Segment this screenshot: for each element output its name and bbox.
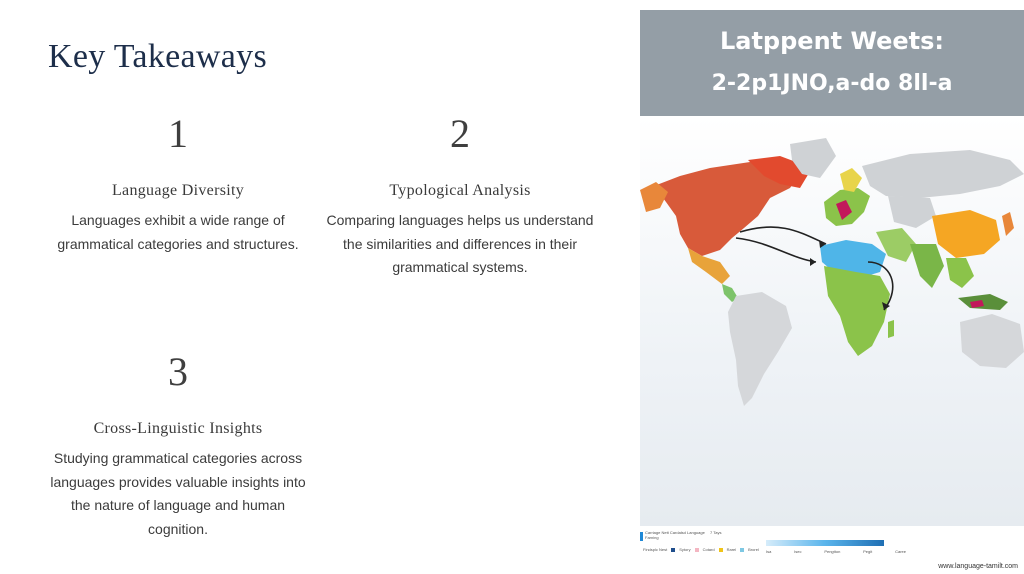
takeaway-heading: Language Diversity — [111, 182, 245, 199]
legend-scale-label: Isa — [766, 549, 772, 554]
map-region-central-asia — [888, 196, 936, 228]
map-legend — [640, 526, 1024, 574]
legend-scale-label: Pegit — [863, 549, 873, 554]
map-arrow — [736, 238, 816, 262]
legend-row — [643, 547, 759, 552]
takeaway-text: Comparing languages helps us understand the similarities and differences in their grammatical systems. — [326, 212, 594, 275]
map-region-madagascar — [888, 320, 894, 338]
legend-accent-bar — [640, 532, 643, 541]
legend-label: 7 Tays — [710, 530, 722, 535]
legend-swatch — [695, 548, 699, 552]
map-banner — [640, 10, 1024, 116]
map-arrow-head — [810, 258, 816, 266]
takeaway-2 — [325, 110, 595, 280]
takeaway-heading: Typological Analysis — [389, 182, 531, 199]
map-region-australia — [960, 314, 1024, 368]
legend-item: Brorel — [748, 547, 759, 552]
takeaway-text: Languages exhibit a wide range of grammatical categories and structures. — [57, 212, 299, 252]
map-region-east-asia — [932, 210, 1000, 258]
takeaway-heading: Cross-Linguistic Insights — [93, 420, 263, 437]
legend-swatch — [719, 548, 723, 552]
legend-item: Rarel — [726, 547, 737, 552]
legend-gradient — [766, 540, 884, 546]
legend-item: Cotard — [702, 547, 715, 552]
map-banner-title: Latppent Weets: — [719, 27, 945, 55]
legend-scale-label: Caree — [895, 549, 906, 554]
map-region-southeast-asia — [946, 258, 974, 288]
map-region-russia — [862, 150, 1024, 198]
world-map-graphic — [640, 116, 1024, 526]
legend-swatch — [671, 548, 675, 552]
legend-item: Sytory — [679, 547, 691, 552]
map-region-south-asia — [910, 244, 944, 288]
map-region-scandinavia — [840, 168, 862, 192]
legend-scale — [766, 549, 906, 554]
takeaway-text: Studying grammatical categories across languages provides valuable insights into the nature of language and human cognition. — [50, 450, 306, 537]
takeaway-3 — [43, 348, 313, 541]
map-region-indonesia — [958, 294, 1008, 310]
takeaway-number: 3 — [168, 349, 188, 394]
legend-label: Carriage Nett Cardalsd Language Farning — [645, 530, 705, 540]
map-region-south-america — [728, 292, 792, 406]
legend-scale-label: Pengtton — [824, 549, 841, 554]
slide-title: Key Takeaways — [48, 38, 267, 75]
map-region-japan — [1002, 212, 1014, 236]
legend-scale-label: Isec — [794, 549, 802, 554]
legend-swatch — [740, 548, 744, 552]
map-banner-subtitle: 2-2p1JNO,a-do 8ll-a — [711, 71, 953, 96]
takeaway-1 — [43, 110, 313, 256]
world-map — [640, 116, 1024, 526]
map-region-africa — [824, 266, 890, 356]
takeaway-number: 2 — [450, 111, 470, 156]
world-map-image — [640, 10, 1024, 574]
watermark: www.language-tamilt.com — [938, 563, 1018, 570]
legend-row-lead: Findsplc Nest — [643, 547, 668, 552]
takeaway-number: 1 — [168, 111, 188, 156]
